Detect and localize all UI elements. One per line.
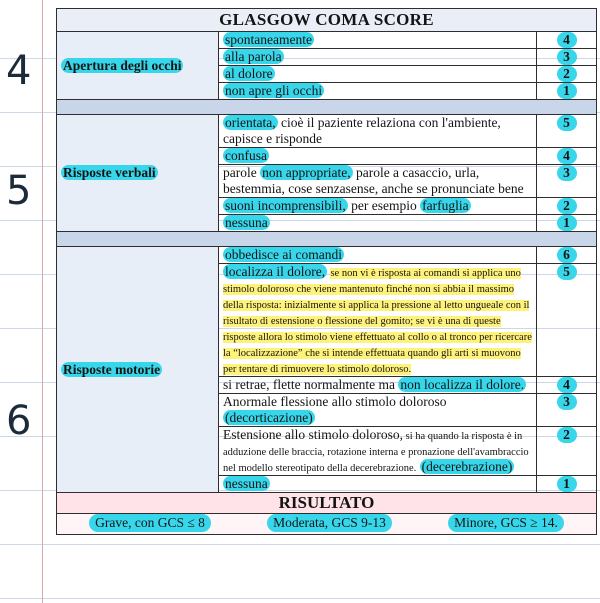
separator xyxy=(57,232,597,247)
table-title: GLASGOW COMA SCORE xyxy=(57,9,597,32)
score-value: 5 xyxy=(557,115,577,131)
motor-score xyxy=(537,264,597,377)
eyes-row-1 xyxy=(57,32,597,49)
title-row xyxy=(57,9,597,32)
motor-item-highlight: obbedisce ai comandi xyxy=(225,247,342,262)
score-value: 6 xyxy=(557,247,577,263)
eyes-item xyxy=(219,32,537,49)
score-value: 2 xyxy=(557,66,577,82)
result-moderate: Moderata, GCS 9-13 xyxy=(267,514,392,532)
verbal-score xyxy=(537,148,597,165)
motor-score xyxy=(537,427,597,476)
verbal-item-text: parole a casaccio, urla, bestemmia, cose senzasense, anche se pronunciate bene xyxy=(223,165,524,196)
motor-item-highlight: nessuna xyxy=(225,476,268,491)
verbal-score xyxy=(537,215,597,232)
motor-item-note: se non vi è risposta ai comandi si applica uno stimolo doloroso che viene mantenuto finché non si abbia il massimo della risposta: inizialmente si applica la pressione al letto ungueale con il risultato di estensione o flessione del gomito; se vi è una di queste risposte allora lo stimolo viene effettuato al collo o al tronco per ricercare la “localizzazione” che si intende effettuata quando gli arti si muovono per tentare di rimuovere lo stimolo doloroso. xyxy=(223,268,532,375)
score-value: 3 xyxy=(557,165,577,181)
verbal-item xyxy=(219,198,537,215)
motor-score xyxy=(537,476,597,493)
verbal-item-highlight: orientata, xyxy=(225,115,276,130)
score-value: 1 xyxy=(557,215,577,231)
motor-item xyxy=(219,247,537,264)
verbal-item-text: per esempio xyxy=(347,198,421,213)
motor-item-text: Estensione allo stimolo doloroso, xyxy=(223,427,403,442)
margin-number-4: 4 xyxy=(6,48,32,94)
result-title: RISULTATO xyxy=(57,493,597,514)
eyes-score xyxy=(537,66,597,83)
verbal-item xyxy=(219,215,537,232)
eyes-item xyxy=(219,66,537,83)
verbal-item xyxy=(219,148,537,165)
motor-item-highlight: non localizza il dolore. xyxy=(400,377,525,392)
eyes-item-text: spontaneamente xyxy=(225,32,312,47)
eyes-item-text: al dolore xyxy=(225,66,273,81)
result-minor: Minore, GCS ≥ 14. xyxy=(448,514,564,532)
result-row xyxy=(57,514,597,535)
verbal-item-highlight: suoni incomprensibili, xyxy=(225,198,346,213)
eyes-category-label: Apertura degli occhi xyxy=(63,57,182,73)
margin-number-6: 6 xyxy=(6,398,32,444)
eyes-item-text: non apre gli occhi xyxy=(225,83,323,98)
verbal-row-1 xyxy=(57,115,597,148)
result-cell xyxy=(57,514,597,535)
eyes-item xyxy=(219,83,537,100)
score-value: 3 xyxy=(557,49,577,65)
motor-item-highlight: (decorticazione) xyxy=(225,410,313,425)
motor-item xyxy=(219,427,537,476)
score-value: 5 xyxy=(557,264,577,280)
score-value: 4 xyxy=(557,148,577,164)
verbal-item xyxy=(219,165,537,198)
eyes-category xyxy=(57,32,219,100)
verbal-item-highlight: nessuna xyxy=(225,215,268,230)
eyes-item xyxy=(219,49,537,66)
motor-item-highlight: (decerebrazione) xyxy=(421,459,513,474)
motor-row-1 xyxy=(57,247,597,264)
motor-score xyxy=(537,377,597,394)
score-value: 4 xyxy=(557,377,577,393)
motor-item xyxy=(219,377,537,394)
verbal-category-label: Risposte verbali xyxy=(63,165,156,180)
verbal-item-highlight: farfuglia xyxy=(422,198,469,213)
motor-item xyxy=(219,394,537,427)
motor-item-text: si retrae, flette normalmente ma xyxy=(223,377,399,392)
motor-score xyxy=(537,394,597,427)
motor-item xyxy=(219,264,537,377)
verbal-score xyxy=(537,165,597,198)
score-value: 2 xyxy=(557,198,577,214)
eyes-score xyxy=(537,32,597,49)
score-value: 4 xyxy=(557,32,577,48)
score-value: 1 xyxy=(557,83,577,99)
score-value: 2 xyxy=(557,427,577,443)
motor-item-note: si ha quando la risposta è in adduzione delle braccia, rotazione interna e pronazione dell'avambraccio nel modello stereotipato della decerebrazione. xyxy=(223,431,529,474)
motor-category-label: Risposte motorie xyxy=(63,361,161,377)
verbal-item-text: parole xyxy=(223,165,261,180)
eyes-score xyxy=(537,49,597,66)
score-value: 3 xyxy=(557,394,577,410)
verbal-score xyxy=(537,198,597,215)
result-title-row xyxy=(57,493,597,514)
verbal-score xyxy=(537,115,597,148)
gcs-table-frame xyxy=(56,8,584,601)
motor-item-text: Anormale flessione allo stimolo doloroso xyxy=(223,394,447,409)
separator-row xyxy=(57,100,597,115)
separator-row xyxy=(57,232,597,247)
gcs-table xyxy=(56,8,597,535)
verbal-item xyxy=(219,115,537,148)
eyes-score xyxy=(537,83,597,100)
result-severe: Grave, con GCS ≤ 8 xyxy=(89,514,211,532)
separator xyxy=(57,100,597,115)
verbal-item-highlight: confusa xyxy=(225,148,267,163)
motor-item-highlight: localizza il dolore, xyxy=(225,264,326,279)
verbal-category xyxy=(57,115,219,232)
motor-category xyxy=(57,247,219,493)
eyes-item-text: alla parola xyxy=(225,49,282,64)
motor-item xyxy=(219,476,537,493)
motor-score xyxy=(537,247,597,264)
margin-number-5: 5 xyxy=(6,168,32,214)
score-value: 1 xyxy=(557,476,577,492)
verbal-item-highlight: non appropriate, xyxy=(262,165,351,180)
verbal-item-text: cioè il paziente relaziona con l'ambiente, capisce e risponde xyxy=(223,115,501,146)
